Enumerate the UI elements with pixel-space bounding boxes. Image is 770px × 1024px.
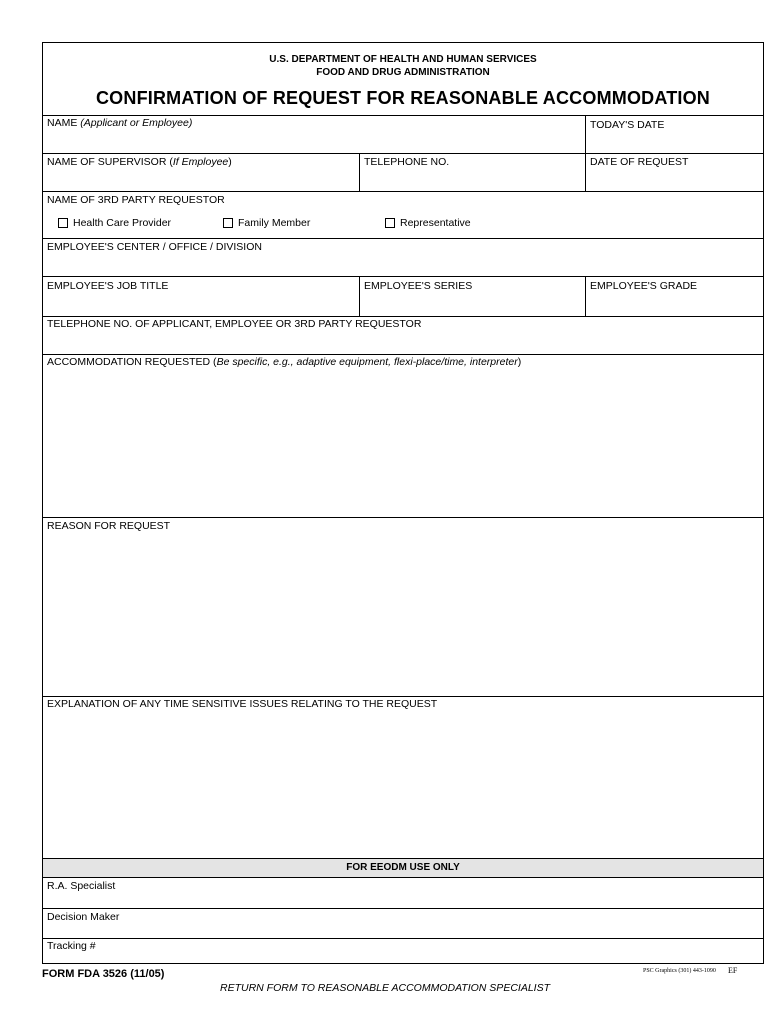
eeodm-section-heading: FOR EEODM USE ONLY (43, 858, 763, 878)
checkbox-family-member[interactable] (223, 217, 310, 229)
fda-3526-form (42, 42, 764, 964)
divider (43, 238, 763, 239)
checkbox-box[interactable] (58, 218, 68, 228)
divider (359, 276, 360, 316)
divider (359, 153, 360, 191)
printer-credit: PSC Graphics (301) 443-1090 (643, 968, 716, 974)
return-instruction: RETURN FORM TO REASONABLE ACCOMMODATION SPECIALIST (219, 982, 550, 994)
department-name: U.S. DEPARTMENT OF HEALTH AND HUMAN SERVICES (269, 54, 537, 65)
divider (43, 115, 763, 116)
job-title-field-label[interactable]: EMPLOYEE'S JOB TITLE (47, 280, 169, 292)
tracking-field-label[interactable]: Tracking # (47, 940, 96, 952)
divider (43, 153, 763, 154)
checkbox-label: Representative (400, 217, 471, 229)
divider (43, 517, 763, 518)
divider (43, 696, 763, 697)
reason-field-label[interactable]: REASON FOR REQUEST (47, 520, 171, 532)
accommodation-field-label[interactable]: ACCOMMODATION REQUESTED (Be specific, e.g., adaptive equipment, flexi-place/time, interpreter) (47, 356, 522, 368)
form-title: CONFIRMATION OF REQUEST FOR REASONABLE ACCOMMODATION (95, 88, 711, 108)
todays-date-field-label[interactable]: TODAY'S DATE (590, 119, 665, 131)
divider (585, 115, 586, 153)
applicant-telephone-field-label[interactable]: TELEPHONE NO. OF APPLICANT, EMPLOYEE OR 3RD PARTY REQUESTOR (47, 318, 422, 330)
divider (585, 276, 586, 316)
divider (43, 191, 763, 192)
series-field-label[interactable]: EMPLOYEE'S SERIES (364, 280, 473, 292)
divider (585, 153, 586, 191)
telephone-field-label[interactable]: TELEPHONE NO. (364, 156, 450, 168)
explanation-field-label[interactable]: EXPLANATION OF ANY TIME SENSITIVE ISSUES RELATING TO THE REQUEST (47, 698, 438, 710)
checkbox-box[interactable] (223, 218, 233, 228)
agency-name: FOOD AND DRUG ADMINISTRATION (316, 67, 490, 78)
divider (43, 316, 763, 317)
divider (43, 938, 763, 939)
divider (43, 354, 763, 355)
divider (43, 908, 763, 909)
divider (43, 276, 763, 277)
date-of-request-field-label[interactable]: DATE OF REQUEST (590, 156, 689, 168)
ef-mark: EF (728, 966, 738, 975)
checkbox-health-care-provider[interactable] (58, 217, 171, 229)
checkbox-label: Family Member (238, 217, 311, 229)
form-header (43, 53, 763, 79)
checkbox-box[interactable] (385, 218, 395, 228)
checkbox-representative[interactable] (385, 217, 471, 229)
ra-specialist-field-label[interactable]: R.A. Specialist (47, 880, 116, 892)
decision-maker-field-label[interactable]: Decision Maker (47, 911, 120, 923)
third-party-field-label[interactable]: NAME OF 3RD PARTY REQUESTOR (47, 194, 225, 206)
grade-field-label[interactable]: EMPLOYEE'S GRADE (590, 280, 698, 292)
supervisor-field-label[interactable]: NAME OF SUPERVISOR (If Employee) (47, 156, 232, 168)
form-number: FORM FDA 3526 (11/05) (42, 968, 165, 980)
center-office-field-label[interactable]: EMPLOYEE'S CENTER / OFFICE / DIVISION (47, 241, 262, 253)
checkbox-label: Health Care Provider (73, 217, 172, 229)
name-field-label[interactable]: NAME (Applicant or Employee) (47, 117, 193, 129)
